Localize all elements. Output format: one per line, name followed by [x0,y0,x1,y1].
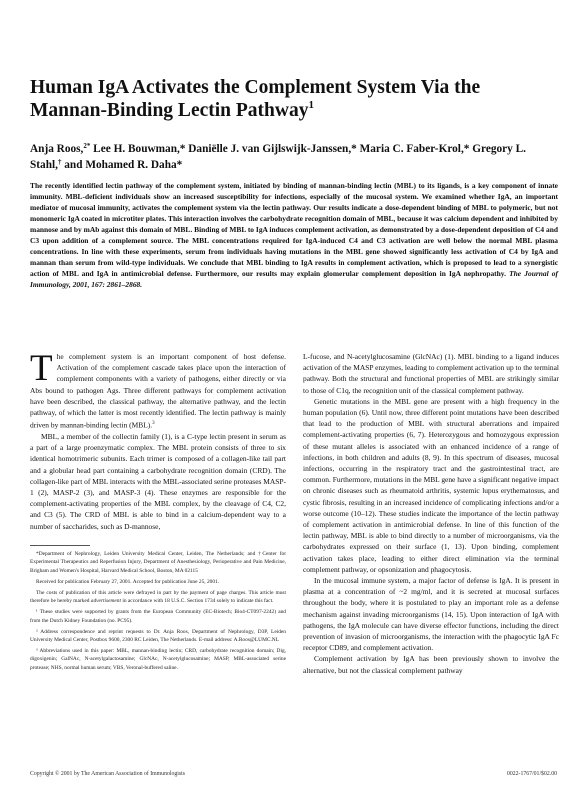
body-column-right [303,351,559,676]
copyright-line: Copyright © 2001 by The American Association of Immunologists [30,771,186,777]
costs-italic: advertisement [90,598,122,605]
footnote-divider [30,545,90,546]
author-mark: 2* [83,142,91,150]
abstract-text: The recently identified lectin pathway of the complement system, initiated by binding of mannan-binding lectin (MBL) to its ligands, is a key component of innate immunity. MBL-deficient individuals show an increased susceptibility for infections, especially of the mucosal system. We examined whether IgA, an important mediator of mucosal immunity, activates the complement system via the lectin pathway. Our results indicate a dose-dependent binding of MBL to polymeric, but not monomeric IgA coated in microtiter plates. This interaction involves the carbohydrate recognition domain of MBL, because it was calcium dependent and inhibited by mannose and by mAb against this domain of MBL. Binding of MBL to IgA induces complement activation, as demonstrated by a dose-dependent deposition of C4 and C3 upon addition of a complement source. The MBL concentrations required for IgA-induced C4 and C3 activation are well below the normal MBL plasma concentrations. In line with these experiments, serum from individuals having mutations in the MBL gene showed significantly less activation of C4 by IgA and mannan than serum from wild-type individuals. We conclude that MBL binding to IgA results in complement activation, which is proposed to lead to a synergistic action of MBL and IgA in antimicrobial defense. Furthermore, our results may explain glomerular complement deposition in IgA nephropathy. [30,181,558,278]
body-paragraph: Genetic mutations in the MBL gene are present with a high frequency in the human population (6). Until now, three different point mutations have been described that lead to the production of MBL with structural aberrations and impaired complement-activating properties (6, 7). Heterozygous and homozygous expression of these mutant alleles is associated with an enhanced incidence of a range of infections, in both children and adults (8, 9). In this spectrum of diseases, mucosal infections, occurring in the respiratory tract and the gastrointestinal tract, are common. Furthermore, mutations in the MBL gene have a significant negative impact on chronic diseases such as rheumatoid arthritis, systemic lupus erythematosus, and cystic fibrosis, resulting in an increased incidence of complicating infections and/or a worse outcome (10–12). These studies indicate the importance of the lectin pathway of complement activation in antimicrobial defense. In line of this function of the lectin pathway, MBL is able to bind directly to a number of microorganisms, via the carbohydrates expressed on their surface (1, 13). Upon binding, complement activation takes place, leading to either direct elimination via the terminal complement pathway, or opsonization and phagocytosis. [303,396,559,574]
affiliation-note: *Department of Nephrology, Leiden University Medical Center, Leiden, The Netherlands; and †Center for Experimental Therapeutics and Reperfusion Injury, Department of Anesthesiology, Perioperative and Pain Medicine, Brigham and Women's Hospital, Harvard Medical School, Boston, MA 02115 [30,551,286,574]
abstract [30,181,558,291]
body-column-left [30,348,286,532]
body-paragraph: L-fucose, and N-acetylglucosamine (GlcNAc) (1). MBL binding to a ligand induces activation of the MASP enzymes, leading to complement activation up to the terminal pathway. Both the structural and functional properties of MBL are strikingly similar to those of C1q, the recognition unit of the classical complement pathway. [303,352,559,395]
issn-line: 0022-1767/01/$02.00 [506,771,557,777]
title-footnote-mark: 1 [308,99,314,111]
drop-cap: T [30,348,53,389]
paragraph-text: he complement system is an important component of host defense. Activation of the complement cascade takes place upon the interaction of complement components with a variety of pathogens, either directly or via Abs bound to pathogen Ags. Three different pathways for complement activation have been described, the classical pathway, the alternative pathway, and the lectin pathway, of which the latter is most recently identified. The lectin pathway is mainly driven by mannan-binding lectin (MBL). [30,352,286,430]
footnotes [30,545,286,675]
footnote-1: ¹ These studies were supported by grants from the European Community (EC-Biotech; Bio4-CT097-2242) and from the Dutch Kidney Foundation (no. PC95). [30,609,286,624]
article-title [30,76,550,122]
footnote-2: ² Address correspondence and reprint requests to Dr. Anja Roos, Department of Nephrology, D3P, Leiden University Medical Center, Postbox 9600, 2300 RC Leiden, The Netherlands. E-mail address: A.Roos@LUMC.NL [30,628,286,644]
author-name: Anja Roos, [30,143,84,155]
author-list [30,142,555,173]
journal-citation: The Journal of Immunology, 2001, 167: 2861–2868. [30,268,558,289]
author-name: and Mohamed R. Daha* [61,158,183,171]
costs-note [30,589,286,606]
footnote-3: ³ Abbreviations used in this paper: MBL, mannan-binding lectin; CRD, carbohydrate recognition domain; Dig, digoxigenin; GalNAc, N-acetylgalactosamine; GlcNAc, N-acetylglucosamine; MASP, MBL-associated serine protease; NHS, normal human serum; VBS, Veronal-buffered saline. [30,648,286,671]
body-paragraph: Complement activation by IgA has been previously shown to involve the alternative, but not the classical complement pathway [303,654,559,675]
body-paragraph: MBL, a member of the collectin family (1), is a C-type lectin present in serum as a part of a large proenzymatic complex. The MBL protein consists of three to six identical homotrimeric subunits. Each trimer is composed of a collagen-like tail part and a globular head part containing a carbohydrate recognition domain (CRD). The collagen-like part of MBL interacts with the MBL-associated serine proteases MASP-1 (2), MASP-2 (3), and MASP-3 (4). These enzymes are responsible for the complement-activating properties of the MBL complex, by the cleavage of C4, C2, and C3 (5). The CRD of MBL is able to bind in a calcium-dependent way to a number of saccharides, such as D-mannose, [30,431,286,531]
costs-text: The costs of publication of this article were defrayed in part by the payment of page charges. This article must therefore be hereby marked [30,589,286,605]
body-paragraph [30,348,286,431]
footnote-mark: 3 [152,421,155,427]
author-mark: † [57,157,62,166]
costs-text-end: in accordance with 18 U.S.C. Section 1734 solely to indicate this fact. [121,598,274,605]
received-note: Received for publication February 27, 2001. Accepted for publication June 25, 2001. [36,578,220,585]
author-name: Lee H. Bouwman,* Daniëlle J. van Gijlswijk-Janssen,* Maria C. Faber-Krol,* Gregory L. Stahl, [30,143,527,171]
article-title-text: Human IgA Activates the Complement System Via the Mannan-Binding Lectin Pathway [30,77,481,121]
body-paragraph: In the mucosal immune system, a major factor of defense is IgA. It is present in plasma at a concentration of ~2 mg/ml, and it is secreted at mucosal surfaces throughout the body, where it is postulated to play an important role as a defense mechanism against invading microorganisms (14, 15). Upon interaction of IgA with pathogens, the IgA molecule can have diverse effector functions, including the direct prevention of invasion of microorganisms, the interaction with the phagocytic IgA Fc receptor CD89, and complement activation. [303,576,559,653]
